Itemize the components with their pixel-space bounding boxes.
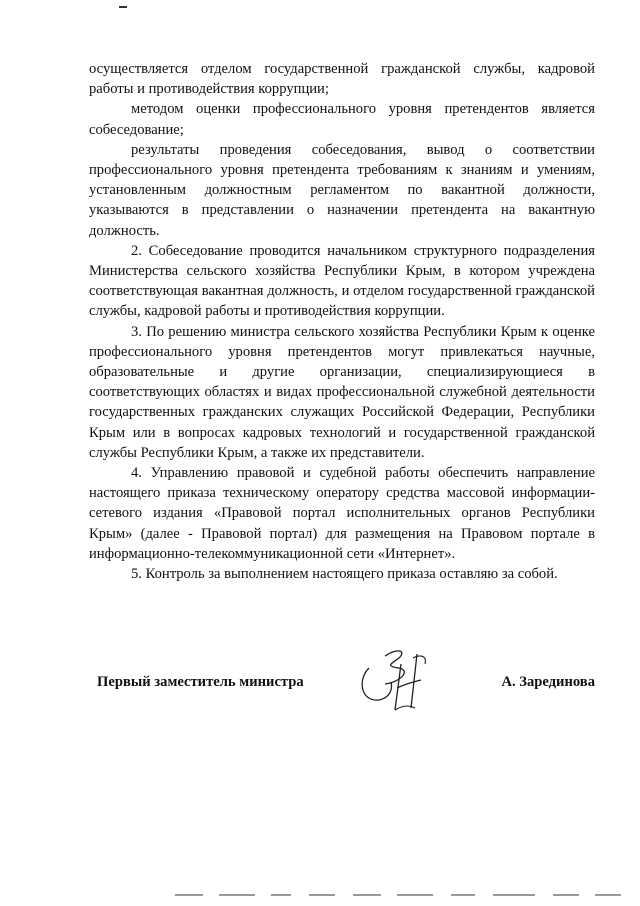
signatory-title: Первый заместитель министра xyxy=(97,674,304,690)
signatory-name: А. Зарединова xyxy=(501,674,595,690)
paragraph-item-5: 5. Контроль за выполнением настоящего приказа оставляю за собой. xyxy=(131,566,558,583)
document-body xyxy=(89,59,595,584)
handwritten-signature xyxy=(355,646,435,714)
scan-mark xyxy=(119,6,127,8)
paragraph-item-2: 2. Собеседование проводится начальником структурного подразделения Министерства сельского хозяйства Республики Крым, в котором учреждена соответствующая вакантная должность, и отделом государственной гражданской службы, кадровой работы и противодействия коррупции. xyxy=(89,242,595,320)
signature-block xyxy=(97,674,595,704)
paragraph-continuation: осуществляется отделом государственной гражданской службы, кадровой работы и противодействия коррупции; xyxy=(89,61,595,98)
paragraph-interview-results: результаты проведения собеседования, вывод о соответствии профессионального уровня претендента требованиям к знаниям и умениям, установленным должностным регламентом по вакантной должности, указываются в представлении о назначении претендента на вакантную должность. xyxy=(89,141,595,239)
scan-edge-marks xyxy=(175,892,625,898)
paragraph-item-3: 3. По решению министра сельского хозяйства Республики Крым к оценке профессионального уровня претендентов могут привлекаться научные, образовательные и другие организации, специализирующиеся в соответствующих областях и видах профессиональной служебной деятельности государственных гражданских служащих Российской Федерации, Республики Крым или в вопросах кадровых технологий и государственной гражданской службы Республики Крым, а также их представители. xyxy=(89,323,595,461)
paragraph-item-4: 4. Управлению правовой и судебной работы обеспечить направление настоящего приказа техническому оператору средства массовой информации-сетевого издания «Правовой портал исполнительных органов Республики Крым» (далее - Правовой портал) для размещения на Правовом портале в информационно-телекоммуникационной сети «Интернет». xyxy=(89,465,595,562)
paragraph-assessment-method: методом оценки профессионального уровня претендентов является собеседование; xyxy=(89,101,595,138)
